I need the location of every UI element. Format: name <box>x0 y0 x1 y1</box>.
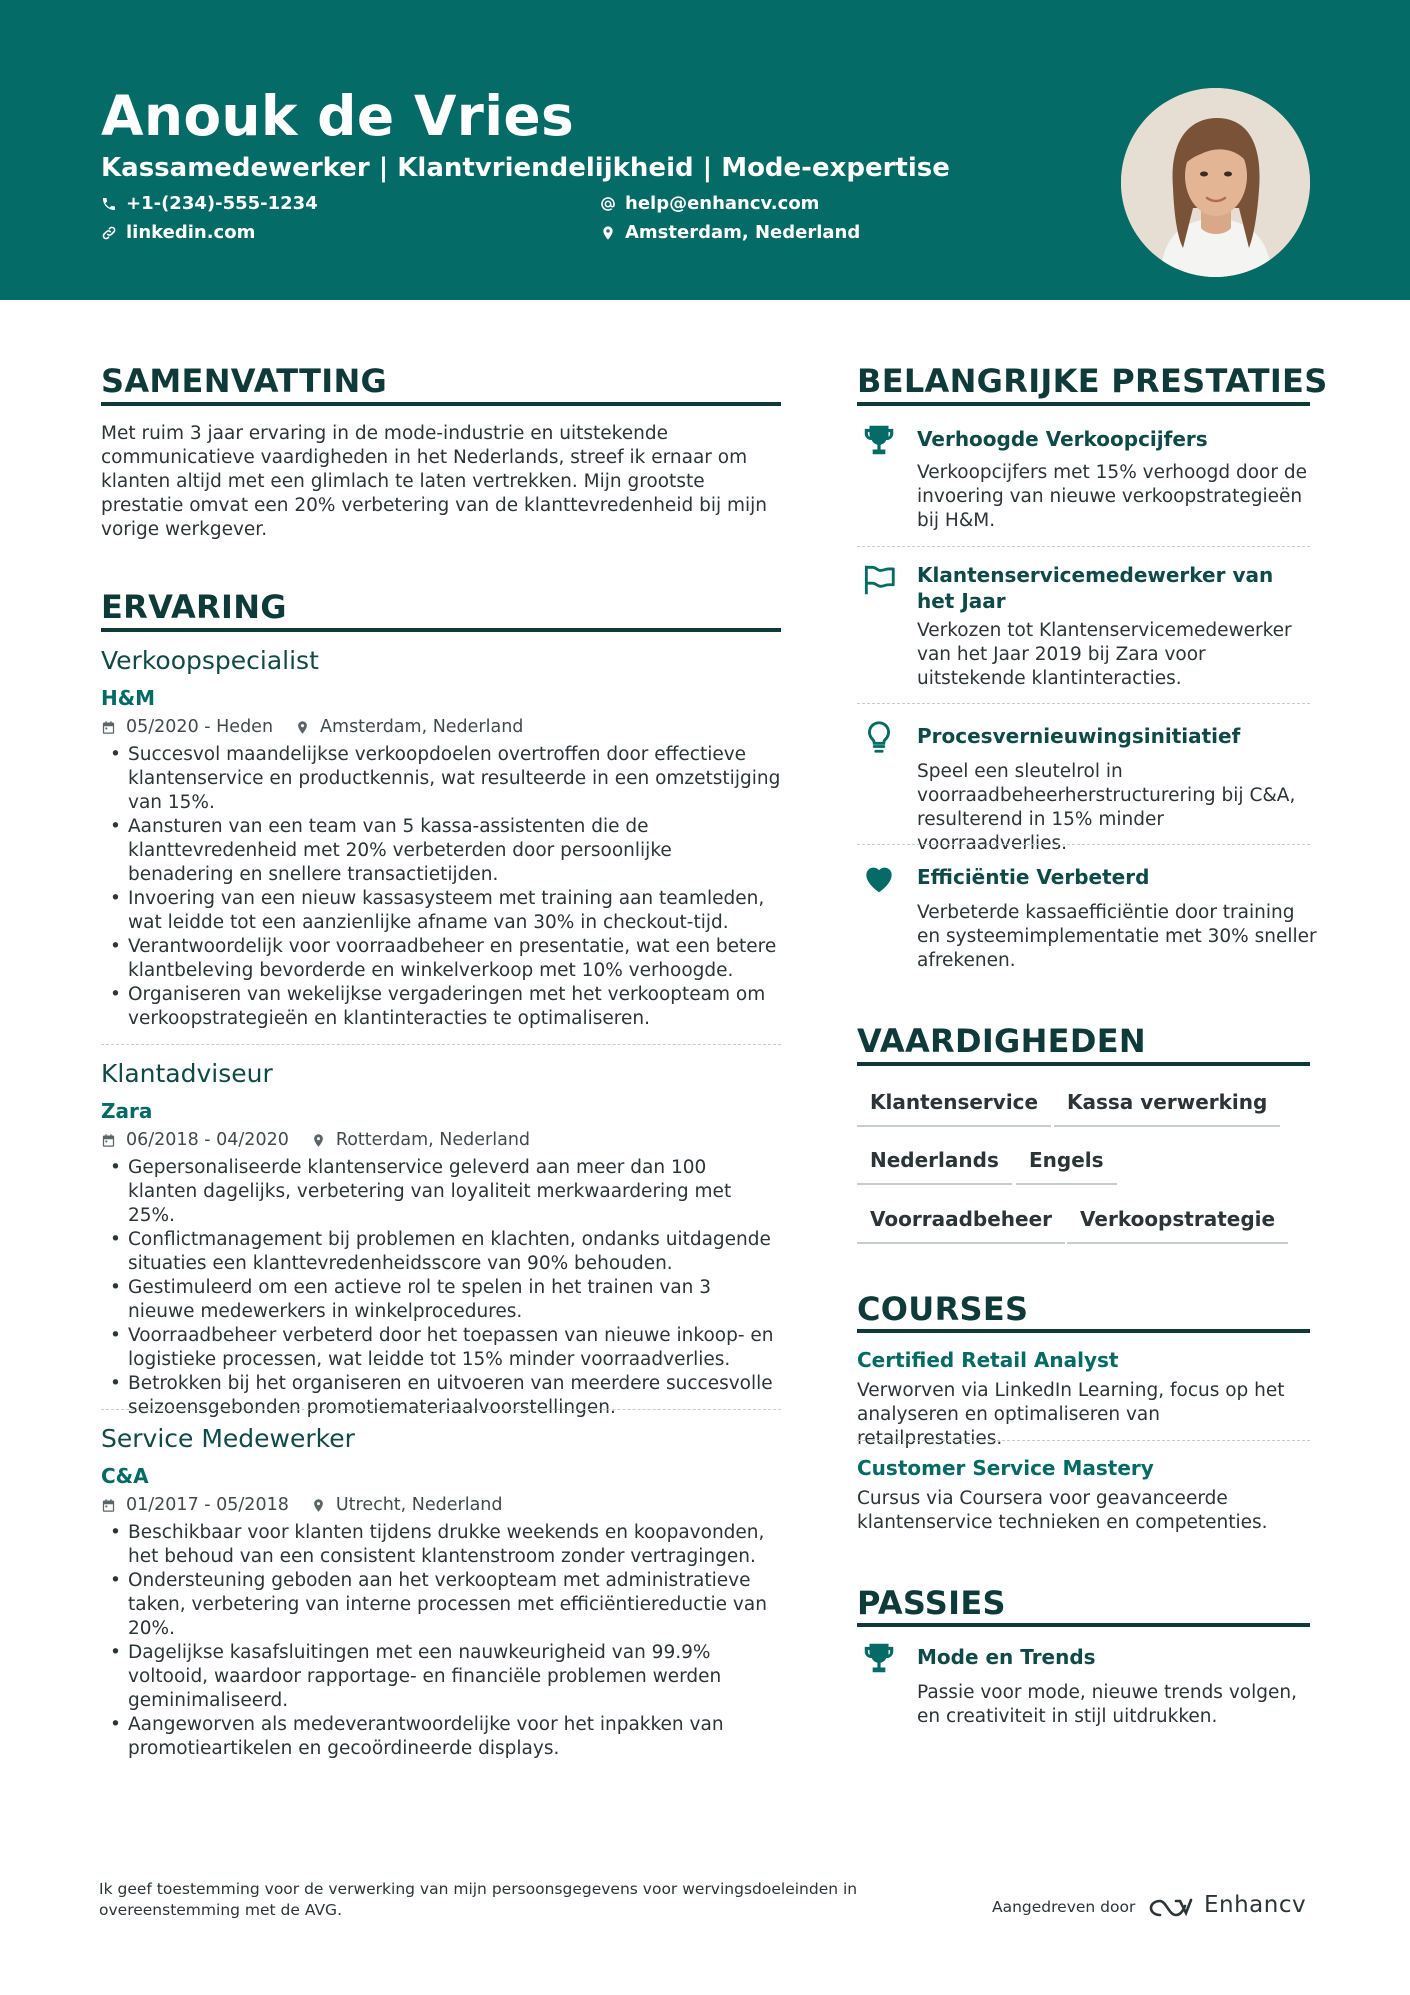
achievement-title: Verhoogde Verkoopcijfers <box>917 427 1208 451</box>
resume-header <box>0 0 1410 300</box>
phone-text: +1-(234)-555-1234 <box>126 193 318 214</box>
list-item: • Verantwoordelijk voor voorraadbeheer en presentatie, wat een betere klantbeleving bevorderde en winkelverkoop met 10% verhoogde. <box>101 935 781 983</box>
consent-note: Ik geef toestemming voor de verwerking van mijn persoonsgegevens voor wervingsdoeleinden in overeenstemming met de AVG. <box>99 1880 858 1919</box>
at-icon <box>600 196 616 212</box>
job-company: H&M <box>101 686 156 710</box>
job-meta <box>101 717 523 737</box>
skill-tag: Kassa verwerking <box>1054 1090 1280 1127</box>
list-item: • Succesvol maandelijkse verkoopdoelen overtroffen door effectieve klantenservice en productkennis, wat resulteerde in een omzetstijging van 15%. <box>101 743 781 815</box>
linkedin-contact[interactable] <box>101 222 255 243</box>
summary-divider <box>101 402 781 406</box>
list-item: • Aansturen van een team van 5 kassa-assistenten die de klanttevredenheid met 20% verbeterden door persoonlijke benadering en snellere transactietijden. <box>101 815 781 887</box>
profile-photo <box>1121 88 1310 277</box>
job-bullets <box>101 743 781 1031</box>
achievement-desc: Verbeterde kassaefficiëntie door training en systeemimplementatie met 30% sneller afrekenen. <box>917 902 1317 971</box>
linkedin-text: linkedin.com <box>126 222 256 243</box>
courses-divider <box>857 1329 1310 1333</box>
job-role: Verkoopspecialist <box>101 646 319 675</box>
phone-contact[interactable] <box>101 193 318 214</box>
link-icon <box>101 225 117 241</box>
trophy-icon <box>860 421 898 459</box>
skill-tag: Nederlands <box>857 1148 1012 1185</box>
trophy-icon <box>860 1639 898 1677</box>
job-meta <box>101 1495 503 1515</box>
phone-icon <box>101 196 117 212</box>
email-text: help@enhancv.com <box>625 193 820 214</box>
heart-icon <box>860 859 898 897</box>
calendar-icon <box>101 720 116 735</box>
job-bullets <box>101 1156 781 1420</box>
passions-heading: PASSIES <box>857 1584 1006 1622</box>
job-location: Amsterdam, Nederland <box>320 717 524 737</box>
summary-text: Met ruim 3 jaar ervaring in de mode-industrie en uitstekende communicatieve vaardigheden in het Nederlands, streef ik ernaar om klanten altijd met een glimlach te laten vertrekken. Mijn grootste prestatie omvat een 20% verbetering van de klanttevredenheid bij mijn vorige werkgever. <box>101 423 768 540</box>
skills-heading: VAARDIGHEDEN <box>857 1022 1146 1060</box>
job-meta <box>101 1130 530 1150</box>
candidate-tagline: Kassamedewerker | Klantvriendelijkheid | Mode-expertise <box>101 153 950 183</box>
course-desc: Cursus via Coursera voor geavanceerde klantenservice technieken en competenties. <box>857 1488 1268 1533</box>
email-contact[interactable] <box>600 193 819 214</box>
achievement-desc: Verkozen tot Klantenservicemedewerker van het Jaar 2019 bij Zara voor uitstekende klantinteracties. <box>917 620 1292 689</box>
list-item: • Dagelijkse kasafsluitingen met een nauwkeurigheid van 99.9% voltooid, waardoor rapportage- en financiële problemen werden geminimaliseerd. <box>101 1641 781 1713</box>
job-bullets <box>101 1521 781 1761</box>
achievement-title: Efficiëntie Verbeterd <box>917 865 1150 889</box>
job-separator <box>101 1409 781 1410</box>
list-item: • Aangeworven als medeverantwoordelijke voor het inpakken van promotieartikelen en gecoördineerde displays. <box>101 1713 781 1761</box>
summary-heading: SAMENVATTING <box>101 362 388 400</box>
job-dates: 06/2018 - 04/2020 <box>126 1130 289 1150</box>
enhancv-logo-icon <box>1146 1895 1194 1921</box>
list-item: • Organiseren van wekelijkse vergaderingen met het verkoopteam om verkoopstrategieën en klantinteracties te optimaliseren. <box>101 983 781 1031</box>
brand-name[interactable]: Enhancv <box>1204 1892 1307 1918</box>
job-location: Rotterdam, Nederland <box>335 1130 531 1150</box>
achievement-title: Klantenservicemedewerker van het Jaar <box>917 563 1274 613</box>
course-separator <box>857 1440 1310 1441</box>
course-title: Customer Service Mastery <box>857 1456 1154 1480</box>
achievement-separator <box>857 703 1310 704</box>
job-location: Utrecht, Nederland <box>335 1495 503 1515</box>
list-item: • Ondersteuning geboden aan het verkoopteam met administratieve taken, verbetering van interne processen met efficiëntiereductie van 20%. <box>101 1569 781 1641</box>
list-item: • Gestimuleerd om een actieve rol te spelen in het trainen van 3 nieuwe medewerkers in winkelprocedures. <box>101 1276 781 1324</box>
job-company: Zara <box>101 1099 153 1123</box>
flag-icon <box>860 561 898 599</box>
list-item: • Beschikbaar voor klanten tijdens drukke weekends en koopavonden, het behoud van een consistent klantenstroom zonder vertragingen. <box>101 1521 781 1569</box>
job-company: C&A <box>101 1464 149 1488</box>
passions-divider <box>857 1623 1310 1627</box>
job-role: Service Medewerker <box>101 1424 355 1453</box>
passion-title: Mode en Trends <box>917 1645 1096 1669</box>
job-dates: 05/2020 - Heden <box>126 717 274 737</box>
skill-tag: Engels <box>1016 1148 1117 1185</box>
job-dates: 01/2017 - 05/2018 <box>126 1495 289 1515</box>
achievement-separator <box>857 844 1310 845</box>
course-desc: Verworven via LinkedIn Learning, focus op het analyseren en optimaliseren van retailprestaties. <box>857 1380 1285 1449</box>
experience-divider <box>101 628 781 632</box>
achievement-desc: Speel een sleutelrol in voorraadbeheerherstructurering bij C&A, resulterend in 15% minder voorraadverlies. <box>917 761 1296 854</box>
job-separator <box>101 1044 781 1045</box>
location-pin-icon <box>295 720 310 735</box>
achievement-title: Procesvernieuwingsinitiatief <box>917 724 1241 748</box>
location-pin-icon <box>311 1133 326 1148</box>
achievement-desc: Verkoopcijfers met 15% verhoogd door de invoering van nieuwe verkoopstrategieën bij H&M. <box>917 462 1307 531</box>
list-item: • Betrokken bij het organiseren en uitvoeren van meerdere succesvolle seizoensgebonden promotiemateriaalvoorstellingen. <box>101 1372 781 1420</box>
location-pin-icon <box>600 225 616 241</box>
job-role: Klantadviseur <box>101 1059 273 1088</box>
skill-tag: Voorraadbeheer <box>857 1207 1065 1244</box>
achievement-separator <box>857 546 1310 547</box>
powered-by-label: Aangedreven door <box>992 1898 1136 1916</box>
experience-heading: ERVARING <box>101 588 287 626</box>
list-item: • Voorraadbeheer verbeterd door het toepassen van nieuwe inkoop- en logistieke processen, wat leidde tot 15% minder voorraadverlies. <box>101 1324 781 1372</box>
location-text: Amsterdam, Nederland <box>625 222 861 243</box>
skills-divider <box>857 1062 1310 1066</box>
list-item: • Invoering van een nieuw kassasysteem met training aan teamleden, wat leidde tot een aanzienlijke afname van 30% in checkout-tijd. <box>101 887 781 935</box>
skill-tag: Verkoopstrategie <box>1067 1207 1288 1244</box>
location-contact <box>600 222 860 243</box>
passion-desc: Passie voor mode, nieuwe trends volgen, en creativiteit in stijl uitdrukken. <box>917 1682 1297 1727</box>
achievements-heading: BELANGRIJKE PRESTATIES <box>857 362 1328 400</box>
location-pin-icon <box>311 1498 326 1513</box>
calendar-icon <box>101 1133 116 1148</box>
skill-tag: Klantenservice <box>857 1090 1051 1127</box>
list-item: • Conflictmanagement bij problemen en klachten, ondanks uitdagende situaties een klanttevredenheidsscore van 90% behouden. <box>101 1228 781 1276</box>
achievements-divider <box>857 402 1310 406</box>
courses-heading: COURSES <box>857 1290 1029 1328</box>
list-item: • Gepersonaliseerde klantenservice geleverd aan meer dan 100 klanten dagelijks, verbetering van loyaliteit merkwaardering met 25%. <box>101 1156 781 1228</box>
course-title: Certified Retail Analyst <box>857 1348 1119 1372</box>
candidate-name: Anouk de Vries <box>101 84 574 148</box>
calendar-icon <box>101 1498 116 1513</box>
lightbulb-icon <box>860 718 898 756</box>
